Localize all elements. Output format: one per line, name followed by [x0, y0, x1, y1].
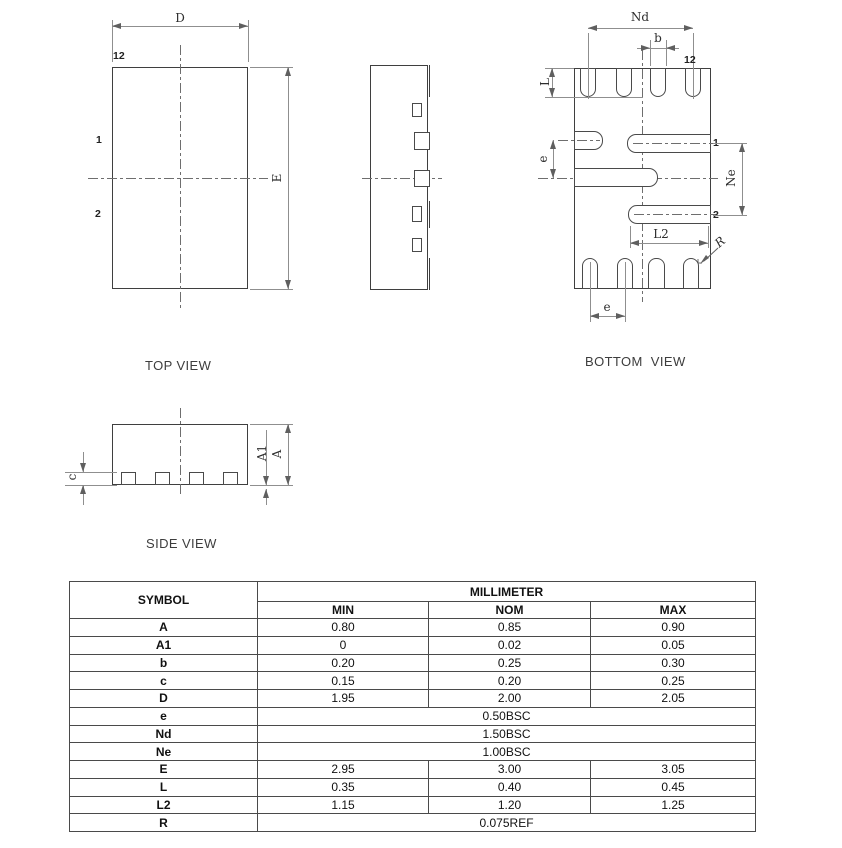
pad-centerline: [558, 140, 600, 141]
dim-label-c: c: [65, 473, 79, 481]
dim-label-e: E: [270, 173, 284, 183]
max-cell: 0.05: [591, 636, 756, 654]
terminal: [189, 472, 204, 485]
table-row: [70, 672, 756, 690]
pad-centerline: [633, 143, 716, 144]
dim-label-r: R: [712, 233, 728, 251]
extension-line: [625, 262, 626, 322]
symbol-cell: E: [70, 761, 258, 779]
arrowhead: [80, 463, 86, 472]
nom-cell: 0.02: [429, 636, 591, 654]
table-row: [70, 690, 756, 708]
nom-cell: 0.25: [429, 654, 591, 672]
min-cell: 2.95: [258, 761, 429, 779]
symbol-cell: L: [70, 778, 258, 796]
dim-label-nd: Nd: [630, 10, 650, 24]
pin-label-2: 2: [95, 208, 101, 220]
table-row: [70, 636, 756, 654]
arrowhead: [641, 45, 650, 51]
pad-top: [650, 68, 666, 97]
arrowhead: [630, 240, 639, 246]
extension-line: [250, 485, 293, 486]
pad-top: [616, 68, 632, 97]
arrowhead: [588, 25, 597, 31]
centerline-horizontal: [362, 178, 442, 179]
table-row: [70, 743, 756, 761]
nom-cell: 1.20: [429, 796, 591, 814]
table-header-min: MIN: [258, 602, 429, 619]
centerline-horizontal: [88, 178, 268, 179]
pin-label-12: 12: [684, 54, 696, 66]
edge-segment: [429, 258, 430, 290]
arrowhead: [616, 313, 625, 319]
symbol-cell: R: [70, 814, 258, 832]
value-cell: 1.00BSC: [258, 743, 756, 761]
max-cell: 0.90: [591, 619, 756, 637]
arrowhead: [263, 489, 269, 498]
terminal: [155, 472, 170, 485]
value-cell: 1.50BSC: [258, 725, 756, 743]
table-header-unit: MILLIMETER: [258, 582, 756, 602]
terminal: [121, 472, 136, 485]
dim-label-e-bottom: e: [603, 300, 611, 314]
arrowhead: [263, 476, 269, 485]
symbol-cell: L2: [70, 796, 258, 814]
max-cell: 0.30: [591, 654, 756, 672]
max-cell: 0.45: [591, 778, 756, 796]
arrowhead: [80, 485, 86, 494]
max-cell: 1.25: [591, 796, 756, 814]
extension-line: [693, 33, 694, 99]
table-row: [70, 778, 756, 796]
side-view-caption: SIDE VIEW: [146, 536, 217, 551]
value-cell: 0.50BSC: [258, 707, 756, 725]
max-cell: 3.05: [591, 761, 756, 779]
table-row: [70, 619, 756, 637]
nom-cell: 2.00: [429, 690, 591, 708]
symbol-cell: Nd: [70, 725, 258, 743]
value-cell: 0.075REF: [258, 814, 756, 832]
symbol-cell: b: [70, 654, 258, 672]
terminal: [412, 206, 422, 222]
pad-centerline: [634, 214, 716, 215]
arrowhead: [739, 143, 745, 152]
extension-line: [250, 289, 293, 290]
extension-line: [713, 215, 747, 216]
dim-label-a: A: [270, 449, 284, 459]
edge-segment: [429, 65, 430, 97]
dimension-table: [69, 581, 756, 832]
table-row: [70, 814, 756, 832]
dim-label-d: D: [175, 11, 185, 25]
dim-label-e-left: e: [536, 155, 550, 163]
terminal: [412, 238, 422, 252]
symbol-cell: A: [70, 619, 258, 637]
centerline-vertical: [180, 408, 181, 497]
nom-cell: 0.20: [429, 672, 591, 690]
nom-cell: 0.85: [429, 619, 591, 637]
extension-line: [545, 97, 643, 98]
extension-line: [708, 226, 709, 248]
terminal: [414, 132, 430, 150]
dimension-line: [112, 26, 248, 27]
arrowhead: [285, 67, 291, 76]
extension-line: [650, 40, 651, 66]
table-row: [70, 761, 756, 779]
symbol-cell: e: [70, 707, 258, 725]
dimension-line: [630, 243, 708, 244]
arrowhead: [550, 140, 556, 149]
pin-label-12: 12: [113, 50, 125, 62]
table-header-nom: NOM: [429, 602, 591, 619]
symbol-cell: D: [70, 690, 258, 708]
min-cell: 0.20: [258, 654, 429, 672]
arrowhead: [285, 280, 291, 289]
pad-bottom: [648, 258, 665, 289]
min-cell: 0.80: [258, 619, 429, 637]
table-row: [70, 654, 756, 672]
min-cell: 1.15: [258, 796, 429, 814]
arrowhead: [739, 206, 745, 215]
dim-label-b: b: [654, 31, 662, 45]
arrowhead: [549, 88, 555, 97]
dimension-line: [588, 28, 693, 29]
max-cell: 2.05: [591, 690, 756, 708]
arrowhead: [666, 45, 675, 51]
terminal: [223, 472, 238, 485]
symbol-cell: A1: [70, 636, 258, 654]
extension-line: [65, 485, 117, 486]
arrowhead: [550, 169, 556, 178]
max-cell: 0.25: [591, 672, 756, 690]
top-view-caption: TOP VIEW: [145, 358, 212, 373]
table-row: [70, 725, 756, 743]
terminal: [412, 103, 422, 117]
table-header-symbol: SYMBOL: [70, 582, 258, 619]
min-cell: 0.35: [258, 778, 429, 796]
bottom-view-caption: BOTTOM VIEW: [585, 354, 686, 369]
pad-left-long: [574, 168, 658, 187]
dimension-line: [742, 143, 743, 215]
min-cell: 0.15: [258, 672, 429, 690]
table-row: [70, 796, 756, 814]
edge-segment: [429, 201, 430, 228]
min-cell: 1.95: [258, 690, 429, 708]
table-header-max: MAX: [591, 602, 756, 619]
arrowhead: [285, 424, 291, 433]
terminal: [414, 170, 430, 187]
dim-label-ne: Ne: [724, 169, 738, 187]
arrowhead: [285, 476, 291, 485]
arrowhead: [239, 23, 248, 29]
pad-bottom: [683, 258, 699, 289]
dim-label-l2: L2: [653, 227, 669, 241]
nom-cell: 0.40: [429, 778, 591, 796]
min-cell: 0: [258, 636, 429, 654]
table-row: [70, 707, 756, 725]
dimension-line: [288, 67, 289, 289]
pin-label-1: 1: [96, 134, 102, 146]
arrowhead: [684, 25, 693, 31]
nom-cell: 3.00: [429, 761, 591, 779]
symbol-cell: Ne: [70, 743, 258, 761]
dim-label-l: L: [538, 78, 552, 86]
extension-line: [248, 20, 249, 62]
extension-line: [588, 33, 589, 99]
symbol-cell: c: [70, 672, 258, 690]
arrowhead: [112, 23, 121, 29]
extension-line: [666, 40, 667, 66]
dim-label-a1: A1: [255, 444, 269, 462]
